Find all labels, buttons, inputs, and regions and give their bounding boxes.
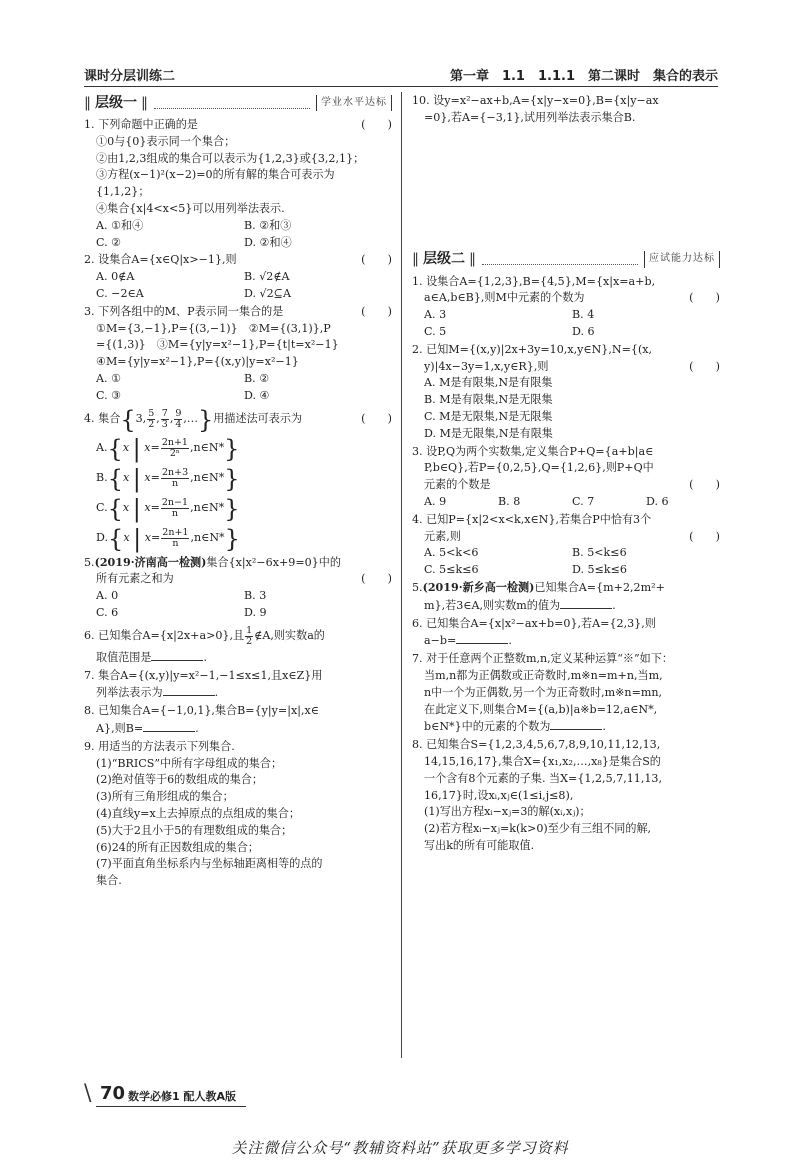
- question-stem-line: 在此定义下,则集合M={(a,b)|a※b=12,a∈N*,: [424, 702, 658, 716]
- question-stem: 4. 集合 { 3, $\frac{5}{2}$ , $\frac{7}{3}$ , $\frac{9}{4}$ ,… } 用描述法可表示为 ( ): [84, 405, 392, 434]
- answer-paren: ( ): [689, 359, 720, 373]
- option-a: A. 0: [96, 589, 119, 603]
- question-stem: 7. 对于任意两个正整数m,n,定义某种运算“※”如下：: [412, 652, 673, 666]
- dotted-leader: [482, 254, 638, 265]
- question-stem: 3. 下列各组中的M、P表示同一集合的是 ( ): [84, 304, 392, 321]
- level-1-bar: [84, 93, 392, 113]
- option-a: A. ①: [96, 371, 122, 385]
- header-rule: [84, 86, 718, 87]
- option-b: B. √2∉A: [244, 270, 290, 284]
- sub-item: 写出k的所有可能取值.: [424, 838, 535, 852]
- answer-blank[interactable]: [550, 718, 602, 730]
- question-stem: 3. 设P,Q为两个实数集,定义集合P+Q={a+b|a∈: [412, 444, 654, 458]
- option-b: B. { x | x = $\frac{2n+3}{n}$ ,n∈N* }: [96, 464, 240, 493]
- statement: ={(1,3)} ③M={y|y=x²−1},P={t|t=x²−1}: [96, 338, 339, 352]
- statement: ④集合{x|4<x<5}可以用列举法表示.: [96, 201, 285, 215]
- question-stem: 4. 已知P={x|2<x<k,x∈N},若集合P中恰有3个: [412, 512, 652, 526]
- right-column: [412, 93, 720, 856]
- fraction: $\frac{2n+3}{n}$: [161, 467, 189, 490]
- options: [412, 545, 720, 579]
- question-2: [84, 252, 392, 302]
- fraction: $\frac{9}{4}$: [175, 408, 182, 431]
- option-d: D. 9: [244, 605, 267, 619]
- sub-item: (7)平面直角坐标系内与坐标轴距离相等的点的: [96, 857, 323, 871]
- fraction: $\frac{7}{3}$: [161, 408, 168, 431]
- question-6: [84, 625, 392, 667]
- question-2-6: [412, 616, 720, 651]
- question-stem-line: n中一个为正偶数,另一个为正奇数时,m※n=mn,: [424, 685, 663, 699]
- answer-paren: ( ): [689, 291, 720, 305]
- option-c: C. { x | x = $\frac{2n-1}{n}$ ,n∈N* }: [96, 494, 240, 523]
- answer-blank[interactable]: [143, 720, 195, 732]
- source-tag: (2019·新乡高一检测): [422, 580, 535, 594]
- question-2-2: [412, 342, 720, 443]
- statement: ①M={3,−1},P={(3,−1)} ②M={(3,1)},P: [96, 321, 331, 335]
- statement: ④M={y|y=x²−1},P={(x,y)|y=x²−1}: [96, 355, 299, 369]
- sub-item: 集合.: [96, 874, 122, 888]
- option-d: D. M是无限集,N是有限集: [424, 426, 553, 440]
- question-stem: 6. 已知集合A={x|x²−ax+b=0},若A={2,3},则: [412, 616, 656, 630]
- option-d: D. 6: [646, 494, 669, 508]
- question-stem: 7. 集合A={(x,y)|y=x²−1,−1≤x≤1,且x∈Z}用: [84, 668, 323, 682]
- fraction: $\frac{1}{2}$: [246, 625, 253, 648]
- option-a: A. 5<k<6: [424, 546, 479, 560]
- option-c: C. 5: [424, 324, 447, 338]
- question-stem: 2. 设集合A={x∈Q|x>−1},则 ( ): [84, 252, 392, 269]
- question-stem-line: 一个含有8个元素的子集. 当X={1,2,5,7,11,13,: [424, 771, 663, 785]
- question-2-8: [412, 737, 720, 855]
- option-b: B. M是有限集,N是无限集: [424, 393, 553, 407]
- sub-item: (4)直线y=x上去掉原点的点组成的集合；: [96, 806, 300, 820]
- option-d: D. 5≤k≤6: [572, 563, 627, 577]
- footer-note: 关注微信公众号“教辅资料站”获取更多学习资料: [231, 1139, 569, 1157]
- question-stem-line: 元素,则 ( ): [412, 529, 720, 546]
- sub-item: (5)大于2且小于5的有理数组成的集合；: [96, 823, 293, 837]
- answer-blank[interactable]: [560, 597, 612, 609]
- question-stem-line: 当m,n都为正偶数或正奇数时,m※n=m+n,当m,: [424, 668, 663, 682]
- question-stem: 1. 下列命题中正确的是 ( ): [84, 117, 392, 134]
- stem-text: 用描述法可表示为: [213, 412, 303, 426]
- statement: ③方程(x−1)²(x−2)=0的所有解的集合可表示为: [96, 168, 335, 182]
- question-2-4: [412, 512, 720, 579]
- option-b: B. 8: [498, 494, 521, 508]
- answer-paren: ( ): [689, 529, 720, 543]
- question-stem: 1. 设集合A={1,2,3},B={4,5},M={x|x=a+b,: [412, 274, 656, 288]
- answer-blank[interactable]: [163, 684, 215, 696]
- set-element: ,…: [183, 412, 199, 426]
- question-1: [84, 117, 392, 251]
- question-stem: 5.(2019·新乡高一检测)已知集合A={m+2,2m²+: [412, 580, 665, 594]
- option-c: C. M是无限集,N是无限集: [424, 409, 553, 423]
- level-2-tag: 应试能力达标: [644, 251, 720, 268]
- option-a: A. 3: [424, 308, 447, 322]
- brace-open: {: [120, 405, 136, 434]
- sub-item: (3)所有三角形组成的集合；: [96, 790, 234, 804]
- options: [412, 307, 720, 341]
- fraction: $\frac{2n-1}{n}$: [161, 497, 189, 520]
- question-5: [84, 555, 392, 622]
- option-c: C. 7: [572, 494, 595, 508]
- question-2-5: [412, 580, 720, 615]
- answer-paren: ( ): [361, 118, 392, 131]
- level-bar-mark: ‖: [141, 94, 148, 111]
- option-c: C. ②: [96, 235, 122, 249]
- sub-item: (6)24的所有正因数组成的集合；: [96, 840, 259, 854]
- option-a: A. 0∉A: [96, 270, 135, 284]
- question-7: [84, 668, 392, 703]
- question-2-1: [412, 274, 720, 341]
- question-8: [84, 703, 392, 738]
- question-stem: 10. 设y=x²−ax+b,A={x|y−x=0},B={x|y−ax: [412, 94, 659, 107]
- footer-slash: \: [84, 1081, 92, 1106]
- statement: ①0与{0}表示同一个集合；: [96, 134, 236, 148]
- question-stem: 2. 已知M={(x,y)|2x+3y=10,x,y∈N},N={(x,: [412, 342, 653, 356]
- question-stem-line: P,b∈Q},若P={0,2,5},Q={1,2,6},则P+Q中: [424, 461, 654, 475]
- page-number: 70: [100, 1083, 126, 1104]
- option-c: C. 5≤k≤6: [424, 563, 479, 577]
- question-stem: 9. 用适当的方法表示下列集合.: [84, 739, 235, 753]
- level-bar-mark: ‖: [412, 251, 419, 268]
- column-divider: [401, 92, 402, 1058]
- fraction: $\frac{2n+1}{\text{2ⁿ}}$: [161, 437, 188, 460]
- option-d: D. { x | x = $\frac{2n+1}{n}$ ,n∈N* }: [96, 524, 240, 553]
- options: [412, 375, 720, 442]
- question-stem-line: =0},若A={−3,1},试用列举法表示集合B.: [424, 110, 636, 124]
- answer-paren: ( ): [361, 253, 392, 267]
- question-10: [412, 93, 720, 127]
- question-stem-line: y)|4x−3y=1,x,y∈R},则 ( ): [412, 359, 720, 376]
- left-column: [84, 93, 392, 891]
- question-stem-line: 取值范围是 .: [96, 650, 208, 664]
- option-b: B. ②: [244, 371, 270, 385]
- option-c: C. ③: [96, 388, 122, 402]
- options: [84, 218, 392, 252]
- fraction: $\frac{2n+1}{n}$: [162, 527, 189, 550]
- question-stem-line: 16,17}时,设xᵢ,xⱼ∈(1≤i,j≤8),: [424, 788, 574, 802]
- level-bar-mark: ‖: [84, 94, 91, 111]
- option-a: A. M是有限集,N是有限集: [424, 376, 553, 390]
- option-a: A. { x | x = $\frac{2n+1}{\text{2ⁿ}}$ ,n∈N* }: [96, 434, 240, 463]
- option-d: D. ④: [244, 388, 270, 402]
- book-title: 数学必修1 配人教A版: [128, 1090, 236, 1103]
- answer-space: [412, 128, 720, 250]
- answer-paren: ( ): [361, 572, 392, 586]
- answer-blank[interactable]: [456, 632, 508, 644]
- option-c: C. 6: [96, 605, 119, 619]
- question-stem-line: a∈A,b∈B},则M中元素的个数为 ( ): [412, 290, 720, 307]
- sub-item: (1)写出方程xᵢ−xⱼ=3的解(xᵢ,xⱼ)；: [424, 805, 591, 819]
- dotted-leader: [154, 98, 310, 109]
- level-2-bar: [412, 250, 720, 270]
- question-stem: 6. 已知集合A={x|2x+a>0},且 $\frac{1}{2}$ ∉A,则实数a的: [84, 625, 325, 648]
- question-2-3: [412, 444, 720, 511]
- option-a: A. ①和④: [96, 218, 144, 232]
- answer-blank[interactable]: [151, 649, 203, 661]
- question-stem-line: 元素的个数是 ( ): [412, 477, 720, 494]
- set-element: 3,: [135, 412, 147, 426]
- question-stem-line: 14,15,16,17},集合X={x₁,x₂,…,x₈}是集合S的: [424, 754, 661, 768]
- chapter-title: 第一章 1.1 1.1.1 第二课时 集合的表示: [449, 69, 718, 84]
- question-stem-line: b∈N*}中的元素的个数为 .: [424, 720, 606, 734]
- question-stem-line: A},则B= .: [96, 721, 199, 735]
- option-a: A. 9: [424, 494, 447, 508]
- answer-paren: ( ): [361, 412, 392, 426]
- option-b: B. ②和③: [244, 218, 292, 232]
- question-3: [84, 304, 392, 405]
- brace-close: }: [198, 405, 214, 434]
- question-stem-line: 列举法表示为 .: [96, 686, 219, 700]
- statement: ②由1,2,3组成的集合可以表示为{1,2,3}或{3,2,1}；: [96, 151, 365, 165]
- option-d: D. ②和④: [244, 235, 292, 249]
- option-d: D. √2⊆A: [244, 286, 291, 300]
- sub-item: (1)“BRICS”中所有字母组成的集合；: [96, 756, 283, 770]
- option-d: D. 6: [572, 324, 595, 338]
- option-c: C. −2∈A: [96, 286, 144, 300]
- section-title: 课时分层训练二: [84, 69, 176, 84]
- question-stem: 8. 已知集合S={1,2,3,4,5,6,7,8,9,10,11,12,13,: [412, 738, 661, 752]
- stem-text: 4. 集合: [84, 412, 121, 426]
- question-stem-line: m},若3∈A,则实数m的值为 .: [424, 598, 616, 612]
- statement: {1,1,2}；: [96, 185, 150, 199]
- options: [84, 588, 392, 622]
- level-2-title: 层级二: [423, 251, 465, 268]
- options: [84, 269, 392, 303]
- level-bar-mark: ‖: [469, 251, 476, 268]
- option-b: B. 5<k≤6: [572, 546, 627, 560]
- question-stem: 8. 已知集合A={−1,0,1},集合B={y|y=|x|,x∈: [84, 704, 319, 718]
- level-1-title: 层级一: [95, 94, 137, 111]
- answer-paren: ( ): [361, 304, 392, 318]
- question-2-7: [412, 651, 720, 736]
- question-9: [84, 739, 392, 890]
- question-stem-line: 所有元素之和为 ( ): [84, 571, 392, 588]
- answer-paren: ( ): [689, 478, 720, 492]
- footer-rule: [96, 1106, 246, 1107]
- question-stem-line: a−b= .: [424, 634, 512, 648]
- options: [412, 494, 720, 511]
- source-tag: (2019·济南高一检测): [94, 555, 207, 569]
- option-b: B. 3: [244, 589, 267, 603]
- sub-item: (2)若方程xᵢ−xⱼ=k(k>0)至少有三组不同的解,: [424, 822, 652, 836]
- fraction: $\frac{5}{2}$: [148, 408, 155, 431]
- question-stem: 5.(2019·济南高一检测)集合{x|x²−6x+9=0}中的: [84, 555, 341, 569]
- sub-item: (2)绝对值等于6的数组成的集合；: [96, 773, 263, 787]
- level-1-tag: 学业水平达标: [316, 95, 392, 112]
- question-4: [84, 406, 392, 554]
- options: [84, 371, 392, 405]
- option-b: B. 4: [572, 308, 595, 322]
